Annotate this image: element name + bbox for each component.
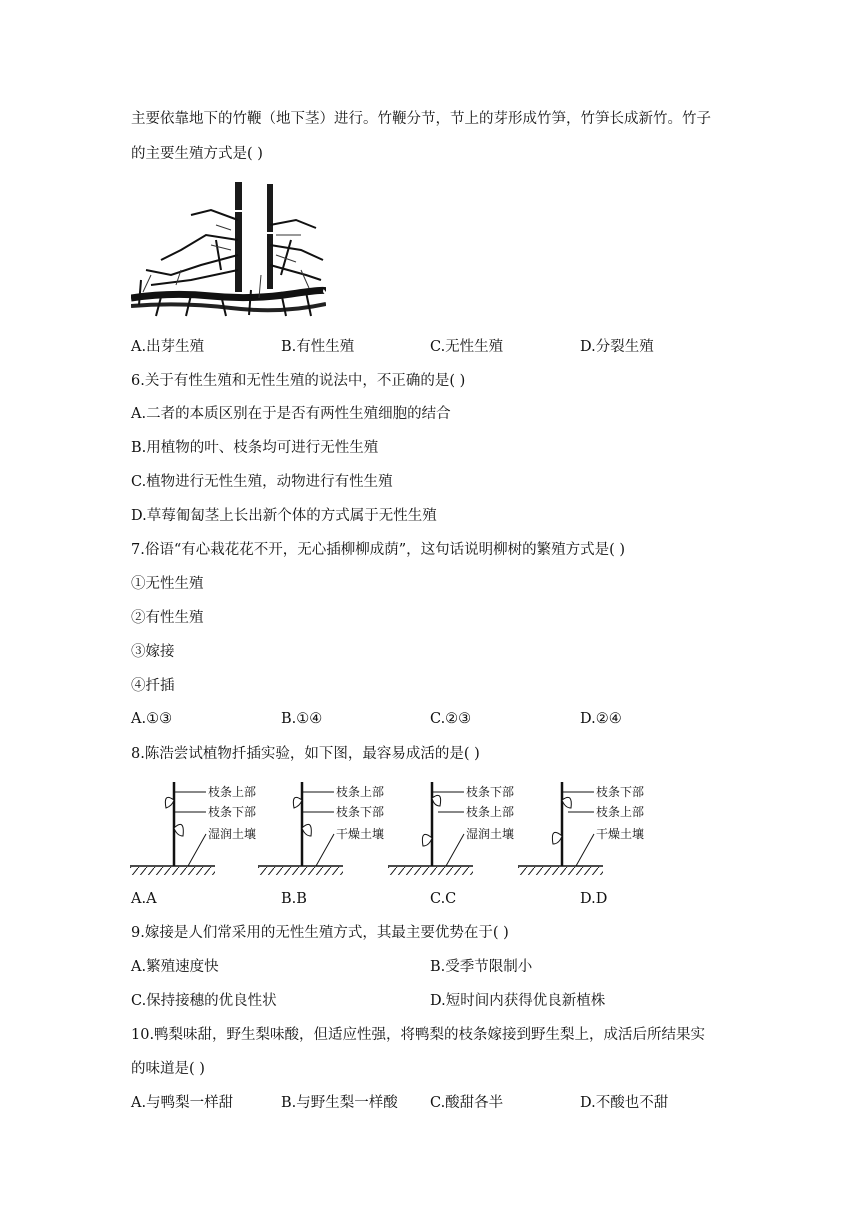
- figure-a: [130, 782, 256, 875]
- q10-option-c: C.酸甜各半: [430, 1095, 504, 1111]
- q5-option-a: A.出芽生殖: [131, 339, 205, 355]
- q7-item-4: ④扦插: [131, 678, 175, 694]
- q7-option-d: D.②④: [580, 711, 622, 727]
- q10-stem-line2: 的味道是( ): [131, 1061, 205, 1077]
- q7-option-a: A.①③: [131, 711, 173, 727]
- q10-stem-line1: 10.鸭梨味甜，野生梨味酸，但适应性强，将鸭梨的枝条嫁接到野生梨上，成活后所结果实: [131, 1027, 706, 1043]
- q7-option-c: C.②③: [430, 711, 472, 727]
- bamboo-rhizome-photo: [131, 180, 326, 318]
- q7-item-2: ②有性生殖: [131, 610, 204, 626]
- q9-stem: 9.嫁接是人们常采用的无性生殖方式，其最主要优势在于( ): [131, 925, 509, 941]
- q5-option-b: B.有性生殖: [281, 339, 355, 355]
- figure-d: [518, 782, 644, 875]
- q6-option-d: D.草莓匍匐茎上长出新个体的方式属于无性生殖: [131, 508, 437, 524]
- q8-stem: 8.陈浩尝试植物扦插实验，如下图，最容易成活的是( ): [131, 746, 480, 762]
- q8-option-a: A.A: [131, 891, 157, 907]
- q6-option-b: B.用植物的叶、枝条均可进行无性生殖: [131, 440, 379, 456]
- figure-d-mid-label: 枝条上部: [596, 805, 645, 819]
- figure-a-top-label: 枝条上部: [208, 785, 257, 799]
- q6-stem: 6.关于有性生殖和无性生殖的说法中，不正确的是( ): [131, 373, 466, 389]
- figure-a-soil-label: 湿润土壤: [208, 827, 257, 841]
- q7-option-b: B.①④: [281, 711, 323, 727]
- q9-option-b: B.受季节限制小: [430, 959, 533, 975]
- q10-option-b: B.与野生梨一样酸: [281, 1095, 398, 1111]
- q6-option-c: C.植物进行无性生殖，动物进行有性生殖: [131, 474, 393, 490]
- q7-item-3: ③嫁接: [131, 644, 175, 660]
- figure-c-mid-label: 枝条上部: [466, 805, 515, 819]
- q7-item-1: ①无性生殖: [131, 576, 204, 592]
- q9-option-d: D.短时间内获得优良新植株: [430, 993, 606, 1009]
- cutting-experiment-figure: [125, 778, 685, 878]
- figure-b-soil-label: 干燥土壤: [336, 827, 385, 841]
- q10-option-a: A.与鸭梨一样甜: [131, 1095, 234, 1111]
- figure-c: [388, 782, 514, 875]
- q5-stem-line1: 主要依靠地下的竹鞭（地下茎）进行。竹鞭分节，节上的芽形成竹笋，竹笋长成新竹。竹子: [131, 111, 711, 127]
- q5-stem-line2: 的主要生殖方式是( ): [131, 146, 263, 162]
- figure-d-soil-label: 干燥土壤: [596, 827, 645, 841]
- q8-option-b: B.B: [281, 891, 307, 907]
- figure-c-soil-label: 湿润土壤: [466, 827, 515, 841]
- figure-b-top-label: 枝条上部: [336, 785, 385, 799]
- q9-option-c: C.保持接穗的优良性状: [131, 993, 277, 1009]
- q9-option-a: A.繁殖速度快: [131, 959, 219, 975]
- q10-option-d: D.不酸也不甜: [580, 1095, 669, 1111]
- q7-stem: 7.俗语“有心栽花花不开，无心插柳柳成荫”，这句话说明柳树的繁殖方式是( ): [131, 542, 626, 558]
- figure-a-mid-label: 枝条下部: [208, 805, 257, 819]
- q8-option-c: C.C: [430, 891, 457, 907]
- q5-option-d: D.分裂生殖: [580, 339, 654, 355]
- figure-b: [258, 782, 384, 875]
- q8-option-d: D.D: [580, 891, 608, 907]
- q6-option-a: A.二者的本质区别在于是否有两性生殖细胞的结合: [131, 406, 451, 422]
- figure-c-top-label: 枝条下部: [466, 785, 515, 799]
- figure-b-mid-label: 枝条下部: [336, 805, 385, 819]
- figure-d-top-label: 枝条下部: [596, 785, 645, 799]
- q5-option-c: C.无性生殖: [430, 339, 504, 355]
